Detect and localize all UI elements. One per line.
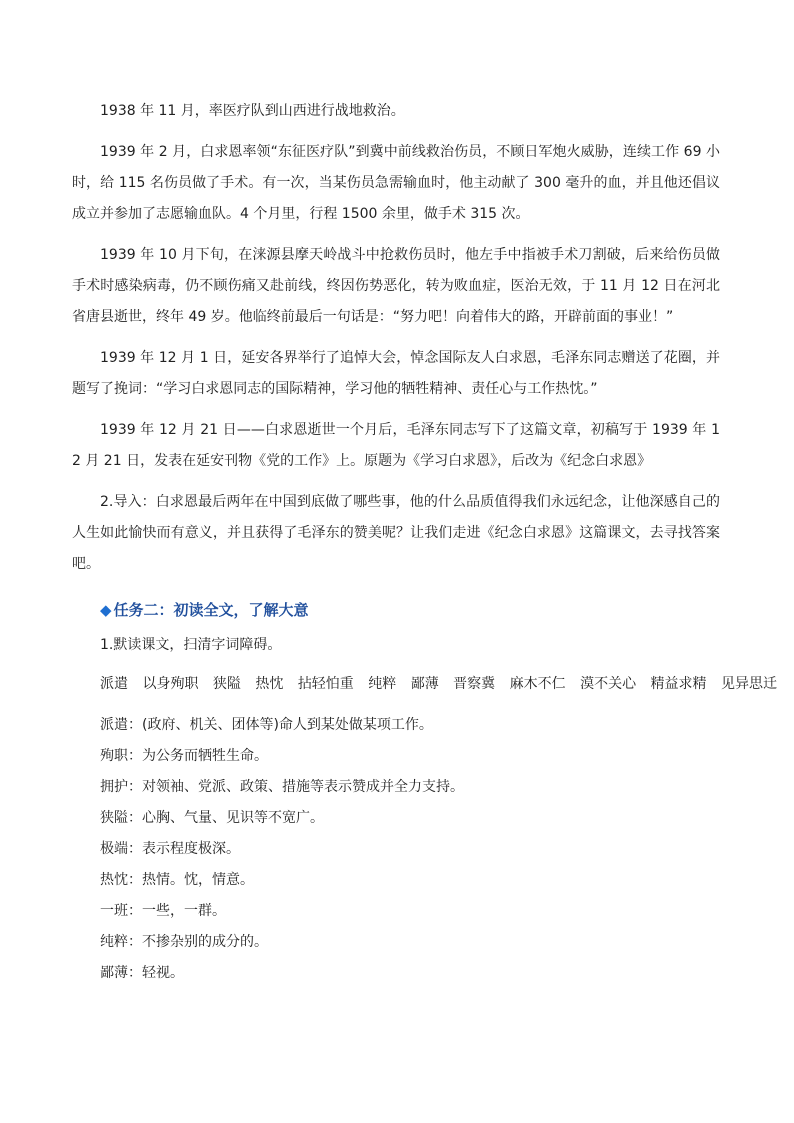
vocab-word: 鄙薄 [410,676,439,692]
definition-list [100,710,720,989]
definition-item: 狭隘：心胸、气量、见识等不宽广。 [100,810,324,826]
definition-item: 拥护：对领袖、党派、政策、措施等表示赞成并全力支持。 [100,779,464,795]
paragraph-1939-december-21: 1939 年 12 月 21 日——白求恩逝世一个月后，毛泽东同志写下了这篇文章，初稿写于 1939 年 12 月 21 日，发表在延安刊物《党的工作》上。原题为《学习白求恩》，后改为《纪念白求恩》 [72,422,720,469]
paragraph-1939-february: 1939 年 2 月，白求恩率领“东征医疗队”到冀中前线救治伤员，不顾日军炮火威胁，连续工作 69 小时，给 115 名伤员做了手术。有一次，当某伤员急需输血时，他主动献了 300 毫升的血，并且他还倡议成立并参加了志愿输血队。4 个月里，行程 1500 余里，做手术 315 次。 [72,144,720,222]
vocab-word: 拈轻怕重 [297,676,354,692]
vocab-word: 以身殉职 [142,676,199,692]
vocab-word: 精益求精 [650,676,707,692]
paragraph-1939-october: 1939 年 10 月下旬，在涞源县摩天岭战斗中抢救伤员时，他左手中指被手术刀割破，后来给伤员做手术时感染病毒，仍不顾伤痛又赴前线，终因伤势恶化，转为败血症，医治无效，于 11 月 12 日在河北省唐县逝世，终年 49 岁。他临终前最后一句话是：“努力吧！向着伟大的路，开辟前面的事业！” [72,247,720,325]
definition-item: 一班：一些，一群。 [100,903,226,919]
vocab-word: 狭隘 [212,676,241,692]
vocab-word: 见异思迁 [720,676,777,692]
task-two-title: 任务二：初读全文，了解大意 [113,601,309,619]
paragraph-1939-december-1: 1939 年 12 月 1 日，延安各界举行了追悼大会，悼念国际友人白求恩，毛泽东同志赠送了花圈，并题写了挽词：“学习白求恩同志的国际精神，学习他的牺牲精神、责任心与工作热忱。” [72,350,720,397]
definition-item: 鄙薄：轻视。 [100,965,184,981]
vocab-word: 纯粹 [368,676,397,692]
task-two-heading [100,598,720,622]
vocab-word: 麻木不仁 [509,676,566,692]
diamond-bullet-icon: ◆ [100,601,112,619]
vocab-word: 晋察冀 [453,676,496,692]
paragraph-1938-november: 1938 年 11 月，率医疗队到山西进行战地救治。 [100,103,405,119]
definition-item: 纯粹：不掺杂别的成分的。 [100,934,268,950]
step-one-instruction: 1.默读课文，扫清字词障碍。 [100,637,282,653]
vocab-word: 漠不关心 [580,676,637,692]
vocab-word: 热忱 [255,676,284,692]
definition-item: 极端：表示程度极深。 [100,841,240,857]
definition-item: 殉职：为公务而牺牲生命。 [100,748,268,764]
vocabulary-word-list [100,672,777,696]
definition-item: 派遣：(政府、机关、团体等)命人到某处做某项工作。 [100,717,433,733]
document-body [72,96,777,989]
intro-paragraph: 2.导入：白求恩最后两年在中国到底做了哪些事，他的什么品质值得我们永远纪念，让他深感自己的人生如此愉快而有意义，并且获得了毛泽东的赞美呢？让我们走进《纪念白求恩》这篇课文，去寻找答案吧。 [72,494,720,572]
vocab-word: 派遣 [100,676,128,692]
definition-item: 热忱：热情。忱，情意。 [100,872,254,888]
